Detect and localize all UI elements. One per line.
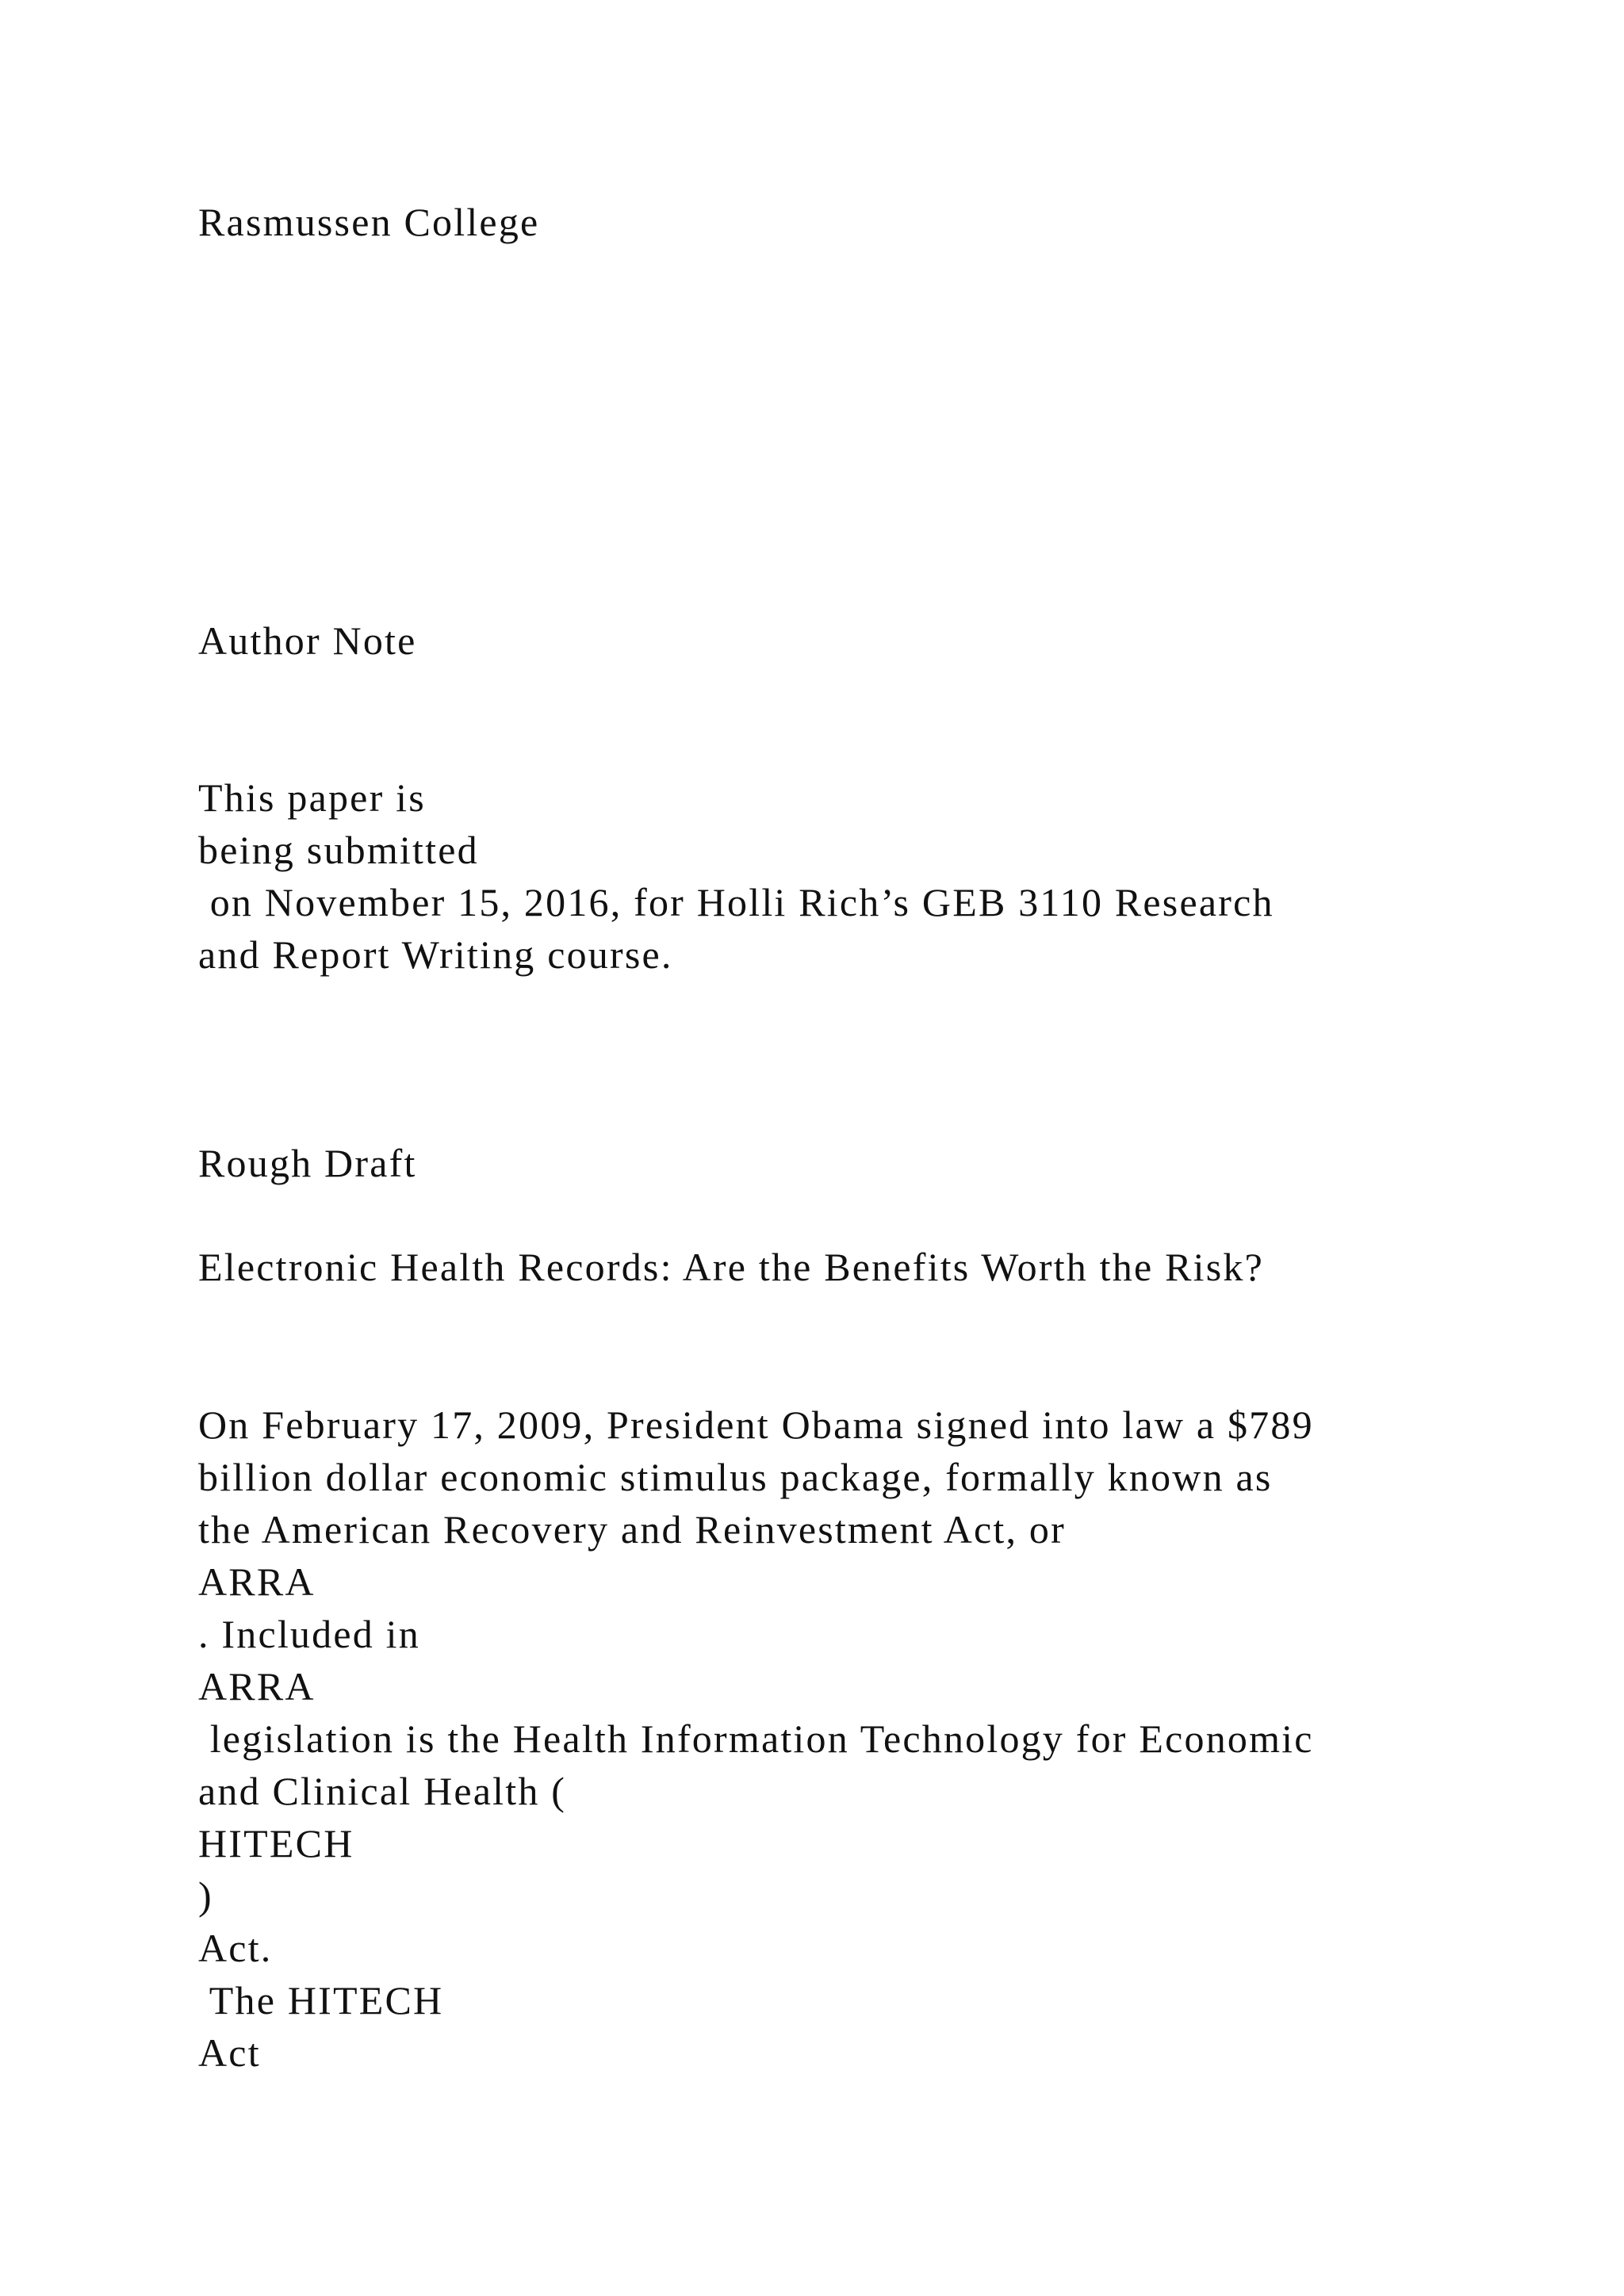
body-line: legislation is the Health Information Technology for Economic xyxy=(198,1716,1314,1761)
draft-label: Rough Draft xyxy=(198,1141,417,1185)
body-line: . Included in xyxy=(198,1612,420,1656)
body-line: HITECH xyxy=(198,1821,354,1866)
body-line: ARRA xyxy=(198,1664,316,1709)
author-note-line: being submitted xyxy=(198,828,479,872)
body-line: ARRA xyxy=(198,1559,316,1604)
body-line: The HITECH xyxy=(198,1978,444,2022)
body-line: Act xyxy=(198,2030,261,2075)
author-note-line: and Report Writing course. xyxy=(198,932,673,977)
body-line: Act. xyxy=(198,1926,273,1970)
body-line: On February 17, 2009, President Obama signed into law a $789 xyxy=(198,1402,1314,1447)
body-line: ) xyxy=(198,1873,213,1918)
author-note-heading: Author Note xyxy=(198,618,417,663)
body-line: and Clinical Health ( xyxy=(198,1769,567,1813)
paper-title: Electronic Health Records: Are the Benefits Worth the Risk? xyxy=(198,1245,1264,1289)
body-line: the American Recovery and Reinvestment Act, or xyxy=(198,1507,1066,1552)
institution-name: Rasmussen College xyxy=(198,200,540,244)
author-note-line: on November 15, 2016, for Holli Rich’s GEB 3110 Research xyxy=(198,880,1274,924)
body-line: billion dollar economic stimulus package, formally known as xyxy=(198,1455,1273,1499)
author-note-line: This paper is xyxy=(198,775,426,820)
